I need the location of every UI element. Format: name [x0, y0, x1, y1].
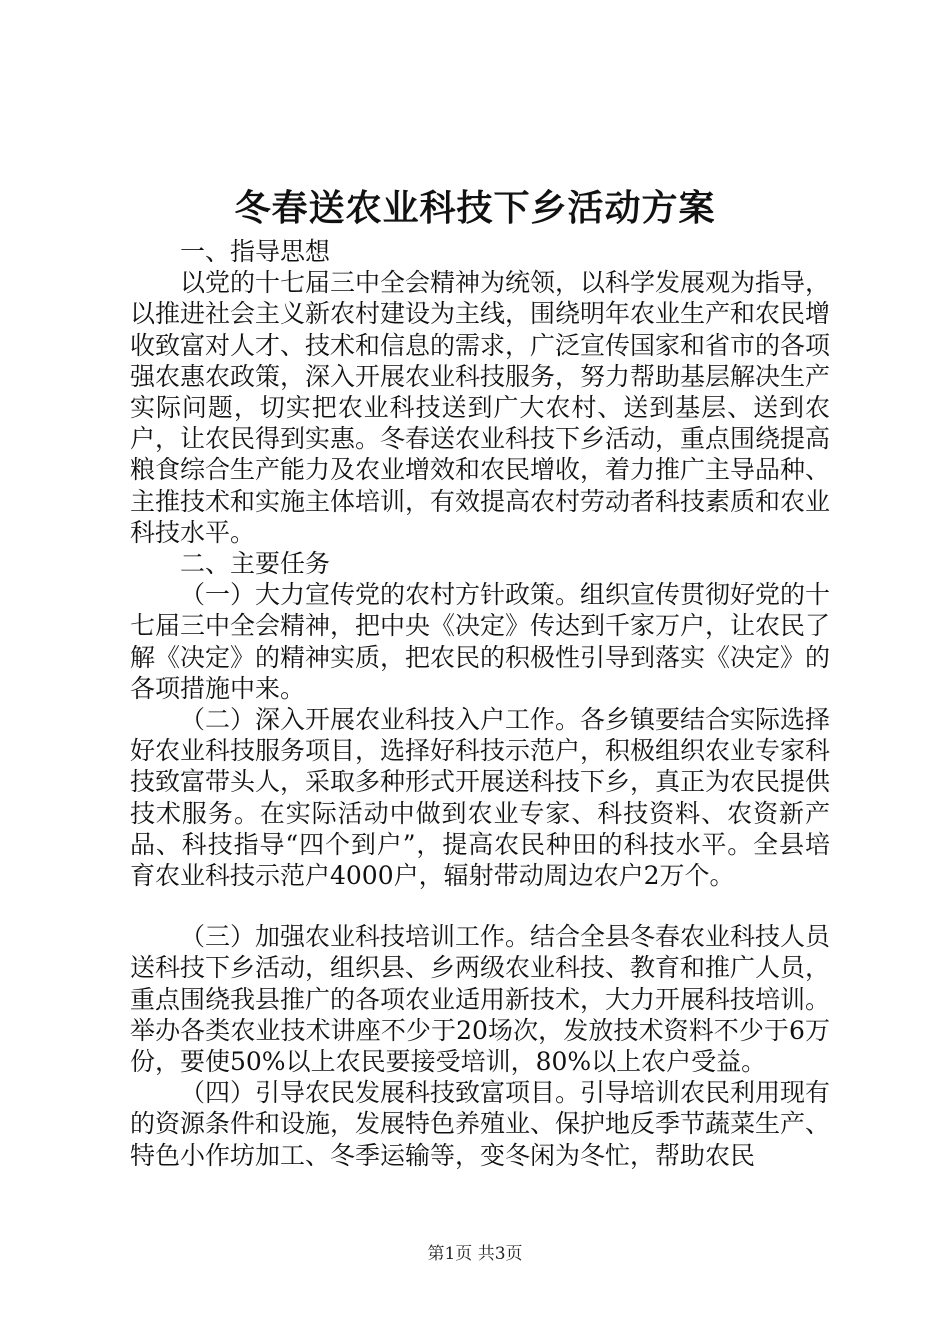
- page-footer: 第1页 共3页: [427, 1244, 523, 1264]
- section-heading-guiding-ideology: 一、指导思想: [180, 237, 331, 266]
- document-title: 冬春送农业科技下乡活动方案: [234, 187, 716, 229]
- section-heading-main-tasks: 二、主要任务: [180, 549, 331, 579]
- paragraph-task-4: （四）引导农民发展科技致富项目。引导培训农民利用现有的资源条件和设施，发展特色养殖业、保护地反季节蔬菜生产、特色小作坊加工、冬季运输等，变冬闲为冬忙，帮助农民: [130, 1078, 831, 1170]
- paragraph-gap: [130, 891, 830, 921]
- document-body: [130, 236, 830, 1171]
- paragraph-task-3: （三）加强农业科技培训工作。结合全县冬春农业科技人员送科技下乡活动，组织县、乡两级农业科技、教育和推广人员，重点围绕我县推广的各项农业适用新技术，大力开展科技培训。举办各类农业技术讲座不少于20场次，发放技术资料不少于6万份，要使50%以上农民要接受培训，80%以上农户受益。: [130, 922, 831, 1077]
- paragraph-task-2: （二）深入开展农业科技入户工作。各乡镇要结合实际选择好农业科技服务项目，选择好科技示范户，积极组织农业专家科技致富带头人，采取多种形式开展送科技下乡，真正为农民提供技术服务。在实际活动中做到农业专家、科技资料、农资新产品、科技指导“四个到户”，提高农民种田的科技水平。全县培育农业科技示范户4000户，辐射带动周边农户2万个。: [130, 705, 831, 891]
- paragraph-task-1: （一）大力宣传党的农村方针政策。组织宣传贯彻好党的十七届三中全会精神，把中央《决定》传达到千家万户，让农民了解《决定》的精神实质，把农民的积极性引导到落实《决定》的各项措施中来。: [130, 580, 831, 703]
- paragraph-guiding-ideology: 以党的十七届三中全会精神为统领，以科学发展观为指导，以推进社会主义新农村建设为主线，围绕明年农业生产和农民增收致富对人才、技术和信息的需求，广泛宣传国家和省市的各项强农惠农政策，深入开展农业科技服务，努力帮助基层解决生产实际问题，切实把农业科技送到广大农村、送到基层、送到农户，让农民得到实惠。冬春送农业科技下乡活动，重点围绕提高粮食综合生产能力及农业增效和农民增收，着力推广主导品种、主推技术和实施主体培训，有效提高农村劳动者科技素质和农业科技水平。: [130, 268, 831, 547]
